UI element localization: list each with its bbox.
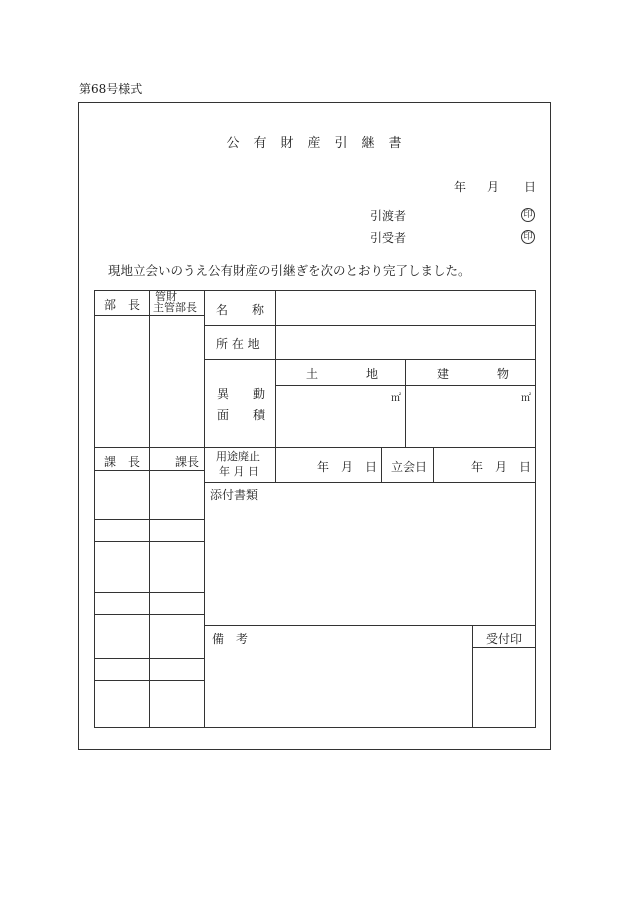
date-day-label: 日	[524, 180, 537, 194]
name-label: 名 称	[216, 303, 265, 317]
building-area-unit: ㎡	[521, 393, 531, 404]
attachments-label: 添付書類	[210, 488, 259, 502]
land-label: 土 地	[306, 367, 379, 381]
abolish-date-ymd: 年 月 日	[317, 460, 378, 474]
form-title: 公有財産引継書	[226, 136, 416, 151]
transferor-label: 引渡者	[370, 209, 407, 223]
kanzai-label-line1: 管財	[155, 290, 177, 303]
change-area-label-line2: 面 積	[217, 408, 266, 422]
kacho2-label: 課長	[175, 455, 200, 469]
abolish-date-label-line2: 年 月 日	[219, 465, 259, 478]
remarks-label: 備 考	[212, 632, 249, 646]
land-area-unit: ㎡	[391, 393, 401, 404]
transferee-label: 引受者	[370, 231, 407, 245]
transferor-seal-icon: 印	[521, 208, 535, 222]
location-label: 所 在 地	[216, 337, 260, 351]
witness-date-ymd: 年 月 日	[471, 460, 532, 474]
transferee-seal-icon: 印	[521, 230, 535, 244]
bucho-label: 部 長	[104, 298, 141, 312]
change-area-label-line1: 異 動	[217, 387, 266, 401]
date-year-label: 年	[454, 180, 467, 194]
kanzai-label-line2: 主管部長	[153, 301, 197, 314]
kacho-label: 課 長	[104, 455, 141, 469]
date-month-label: 月	[487, 180, 500, 194]
form-number: 第68号様式	[79, 82, 143, 96]
statement: 現地立会いのうえ公有財産の引継ぎを次のとおり完了しました。	[108, 263, 471, 278]
witness-date-label: 立会日	[391, 460, 428, 474]
receipt-stamp-label: 受付印	[486, 632, 523, 646]
abolish-date-label-line1: 用途廃止	[216, 450, 260, 463]
building-label: 建 物	[437, 367, 510, 381]
